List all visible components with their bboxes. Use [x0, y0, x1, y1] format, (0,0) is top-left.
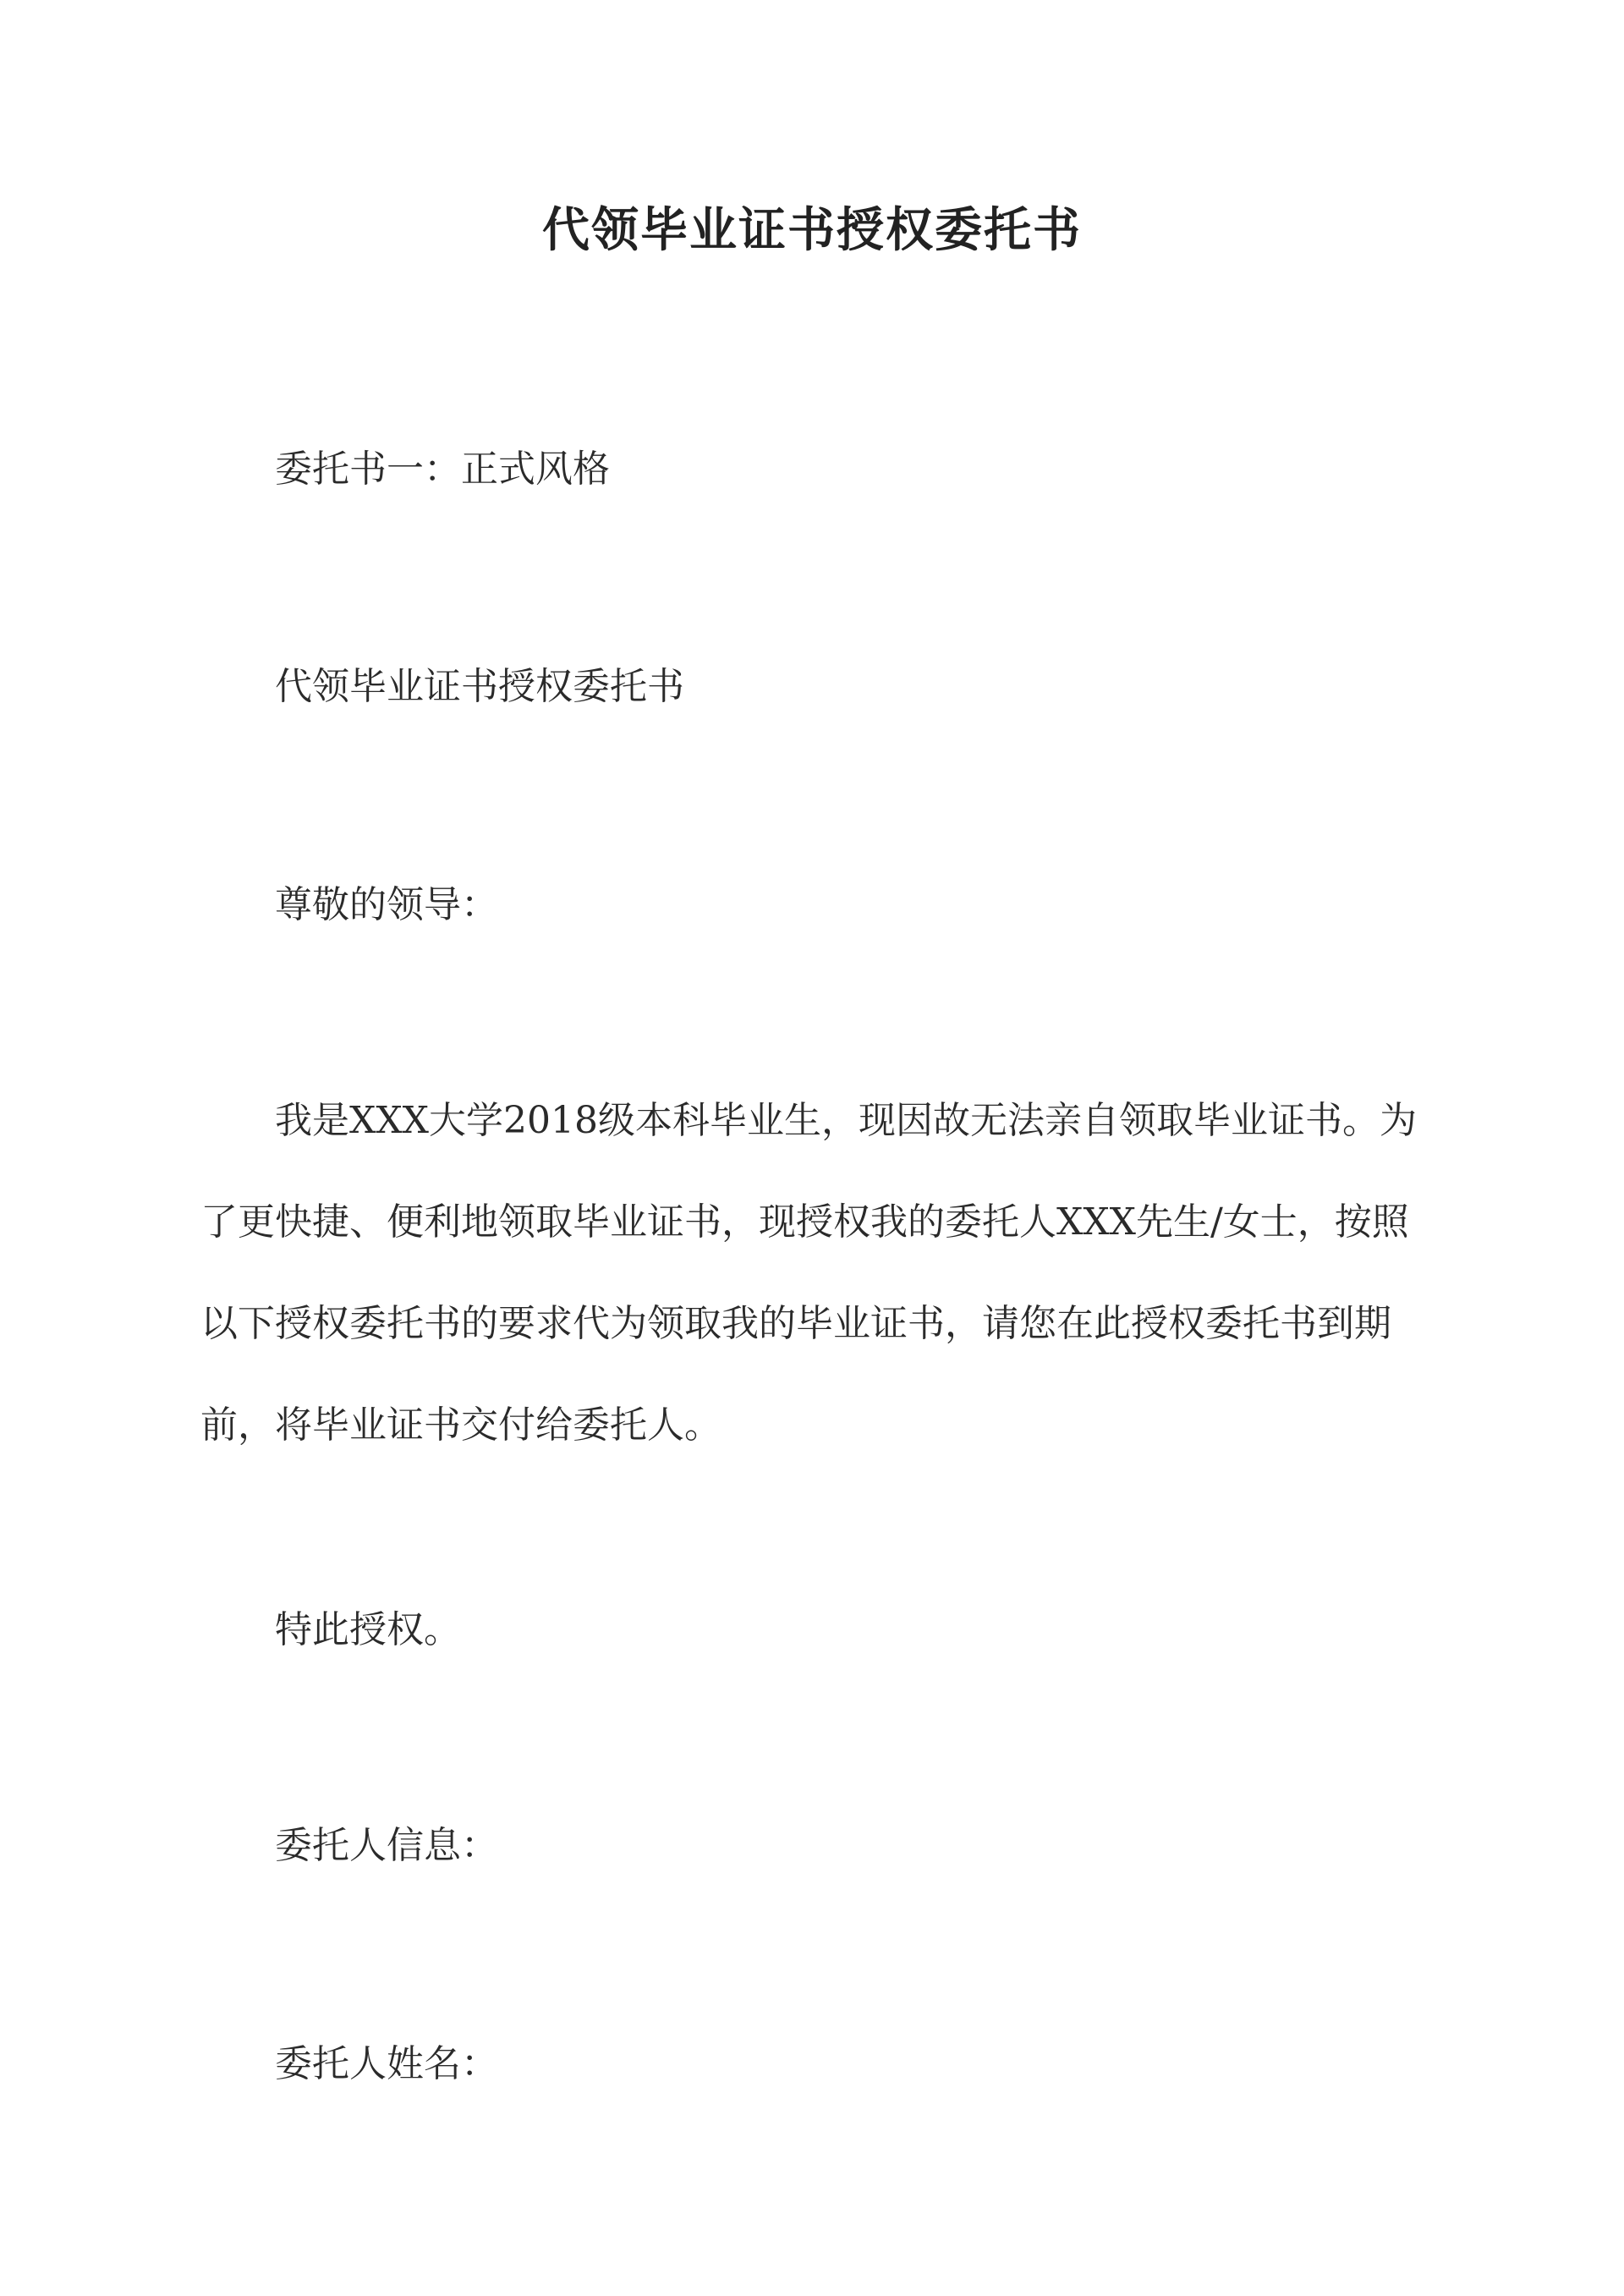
paragraph-closing: 特此授权。 [275, 1608, 461, 1651]
document-title: 代领毕业证书授权委托书 [542, 202, 1082, 258]
paragraph-letter-heading: 代领毕业证书授权委托书 [275, 665, 684, 708]
paragraph-principal-name-label: 委托人姓名： [275, 2042, 498, 2085]
paragraph-salutation: 尊敬的领导： [275, 883, 498, 926]
paragraph-body: 我是XXX大学2018级本科毕业生，现因故无法亲自领取毕业证书。为了更快捷、便利地领取毕业证书，现授权我的委托人XXX先生/女士，按照以下授权委托书的要求代为领取我的毕业证书，请您在此授权委托书到期前，将毕业证书交付给委托人。 [200, 1099, 1417, 1447]
paragraph-letter-style: 委托书一：正式风格 [275, 448, 610, 491]
paragraph-principal-info-label: 委托人信息： [275, 1824, 498, 1867]
